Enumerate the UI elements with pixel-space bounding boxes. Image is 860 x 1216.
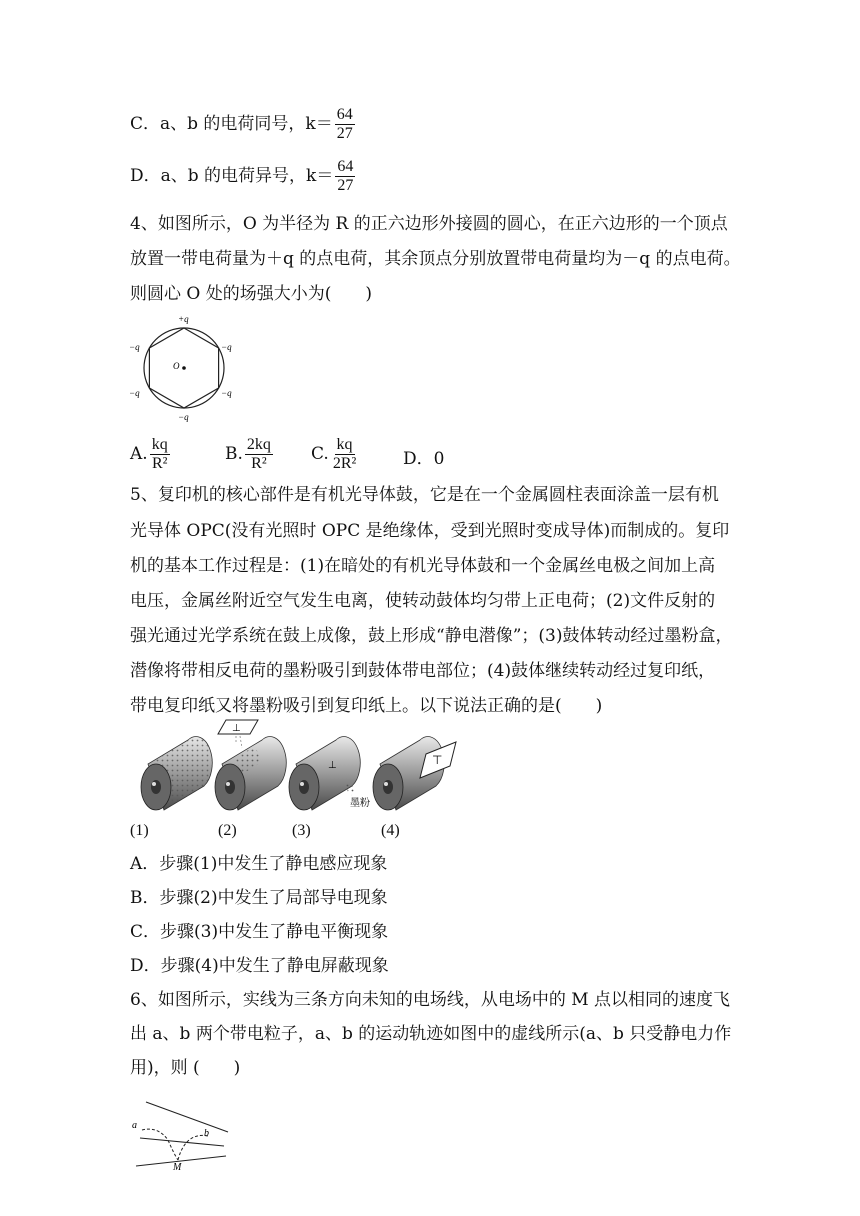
hexagon-figure — [128, 312, 240, 424]
option-prefix: B. — [225, 444, 243, 464]
q6-line-3: 用)，则 ( ) — [130, 1058, 241, 1078]
label-minus-q-lr: −q — [221, 388, 232, 398]
step-label-2: (2) — [218, 822, 237, 839]
q6-line-2: 出 a、b 两个带电粒子，a、b 的运动轨迹如图中的虚线所示(a、b 只受静电力作 — [130, 1024, 732, 1044]
label-minus-q-ul: −q — [129, 342, 140, 352]
q5-option-a: A．步骤(1)中发生了静电感应现象 — [130, 854, 388, 874]
label-b: b — [204, 1128, 209, 1139]
label-minus-q-ur: −q — [221, 342, 232, 352]
drum-step-1 — [141, 737, 212, 810]
drum-step-2 — [215, 720, 286, 810]
q3-option-d-text: D．a、b 的电荷异号，k＝ — [130, 166, 334, 186]
label-m: M — [173, 1162, 182, 1172]
q6-line-1: 6、如图所示，实线为三条方向未知的电场线，从电场中的 M 点以相同的速度飞 — [130, 990, 731, 1010]
label-center-o: O — [173, 361, 180, 371]
fraction-denominator: 27 — [337, 177, 354, 194]
step-label-1: (1) — [130, 822, 149, 839]
field-line-1 — [146, 1102, 228, 1132]
fraction-numerator: 64 — [337, 158, 354, 175]
svg-text:⊤: ⊤ — [432, 753, 443, 767]
q5-line-1: 5、复印机的核心部件是有机光导体鼓，它是在一个金属圆柱表面涂盖一层有机 — [130, 485, 719, 505]
q4-option-a-fraction — [150, 436, 170, 473]
option-prefix: A. — [130, 444, 148, 464]
q5-line-4: 电压，金属丝附近空气发生电离，使转动鼓体均匀带上正电荷；(2)文件反射的 — [130, 591, 716, 611]
label-plus-q: +q — [178, 314, 189, 324]
q5-option-c: C．步骤(3)中发生了静电平衡现象 — [130, 922, 389, 942]
q4-option-d: D．0 — [403, 449, 445, 469]
fraction-denominator: R² — [251, 455, 267, 472]
step-label-3: (3) — [292, 822, 311, 839]
step-label-4: (4) — [381, 822, 400, 839]
center-dot — [182, 366, 186, 370]
q4-option-c — [311, 436, 360, 473]
toner-label: 墨粉 — [350, 798, 370, 809]
q3-option-c-text: C．a、b 的电荷同号，k＝ — [130, 114, 333, 134]
label-minus-q-ll: −q — [129, 388, 140, 398]
q4-line-2: 放置一带电荷量为＋q 的点电荷，其余顶点分别放置带电荷量均为－q 的点电荷。 — [130, 249, 741, 269]
q5-line-7: 带电复印纸又将墨粉吸引到复印纸上。以下说法正确的是( ) — [130, 696, 603, 716]
field-line-2 — [140, 1138, 224, 1146]
q5-line-6: 潜像将带相反电荷的墨粉吸引到鼓体带电部位；(4)鼓体继续转动经过复印纸， — [130, 661, 716, 681]
q5-line-5: 强光通过光学系统在鼓上成像，鼓上形成“静电潜像”；(3)鼓体转动经过墨粉盒， — [130, 626, 733, 646]
q4-line-3: 则圆心 O 处的场强大小为( ) — [130, 284, 373, 304]
fraction-denominator: 2R² — [332, 455, 357, 472]
label-a: a — [132, 1120, 137, 1131]
svg-text:⊥: ⊥ — [328, 760, 337, 771]
field-lines-figure — [128, 1096, 232, 1172]
copier-drum-figure — [130, 718, 470, 820]
q4-option-a — [130, 436, 172, 473]
fraction-denominator: 27 — [336, 125, 353, 142]
q5-option-b: B．步骤(2)中发生了局部导电现象 — [130, 888, 388, 908]
q4-line-1: 4、如图所示，O 为半径为 R 的正六边形外接圆的圆心，在正六边形的一个顶点 — [130, 214, 728, 234]
fraction-numerator: kq — [151, 436, 168, 453]
drum-step-3 — [289, 737, 370, 810]
label-minus-q-bottom: −q — [178, 412, 189, 422]
q5-option-d: D．步骤(4)中发生了静电屏蔽现象 — [130, 956, 389, 976]
q5-line-2: 光导体 OPC(没有光照时 OPC 是绝缘体，受到光照时变成导体)而制成的。复印 — [130, 521, 730, 541]
option-prefix: C. — [311, 444, 329, 464]
svg-text:⊥: ⊥ — [232, 723, 241, 734]
q4-option-b-fraction — [245, 436, 273, 473]
fraction-denominator: R² — [151, 455, 168, 472]
fraction-numerator: 2kq — [246, 436, 271, 453]
trajectory-a — [142, 1129, 178, 1160]
q3-option-c-fraction — [335, 106, 355, 143]
fraction-numerator: 64 — [336, 106, 353, 123]
fraction-numerator: kq — [336, 436, 353, 453]
q5-line-3: 机的基本工作过程是：(1)在暗处的有机光导体鼓和一个金属丝电极之间加上高 — [130, 556, 716, 576]
drum-step-4 — [373, 737, 456, 810]
q3-option-d-fraction — [335, 158, 355, 195]
q3-option-c — [130, 106, 357, 143]
q4-option-b — [225, 436, 275, 473]
q4-option-c-fraction — [331, 436, 358, 473]
trajectory-b — [178, 1135, 208, 1160]
q3-option-d — [130, 158, 357, 195]
